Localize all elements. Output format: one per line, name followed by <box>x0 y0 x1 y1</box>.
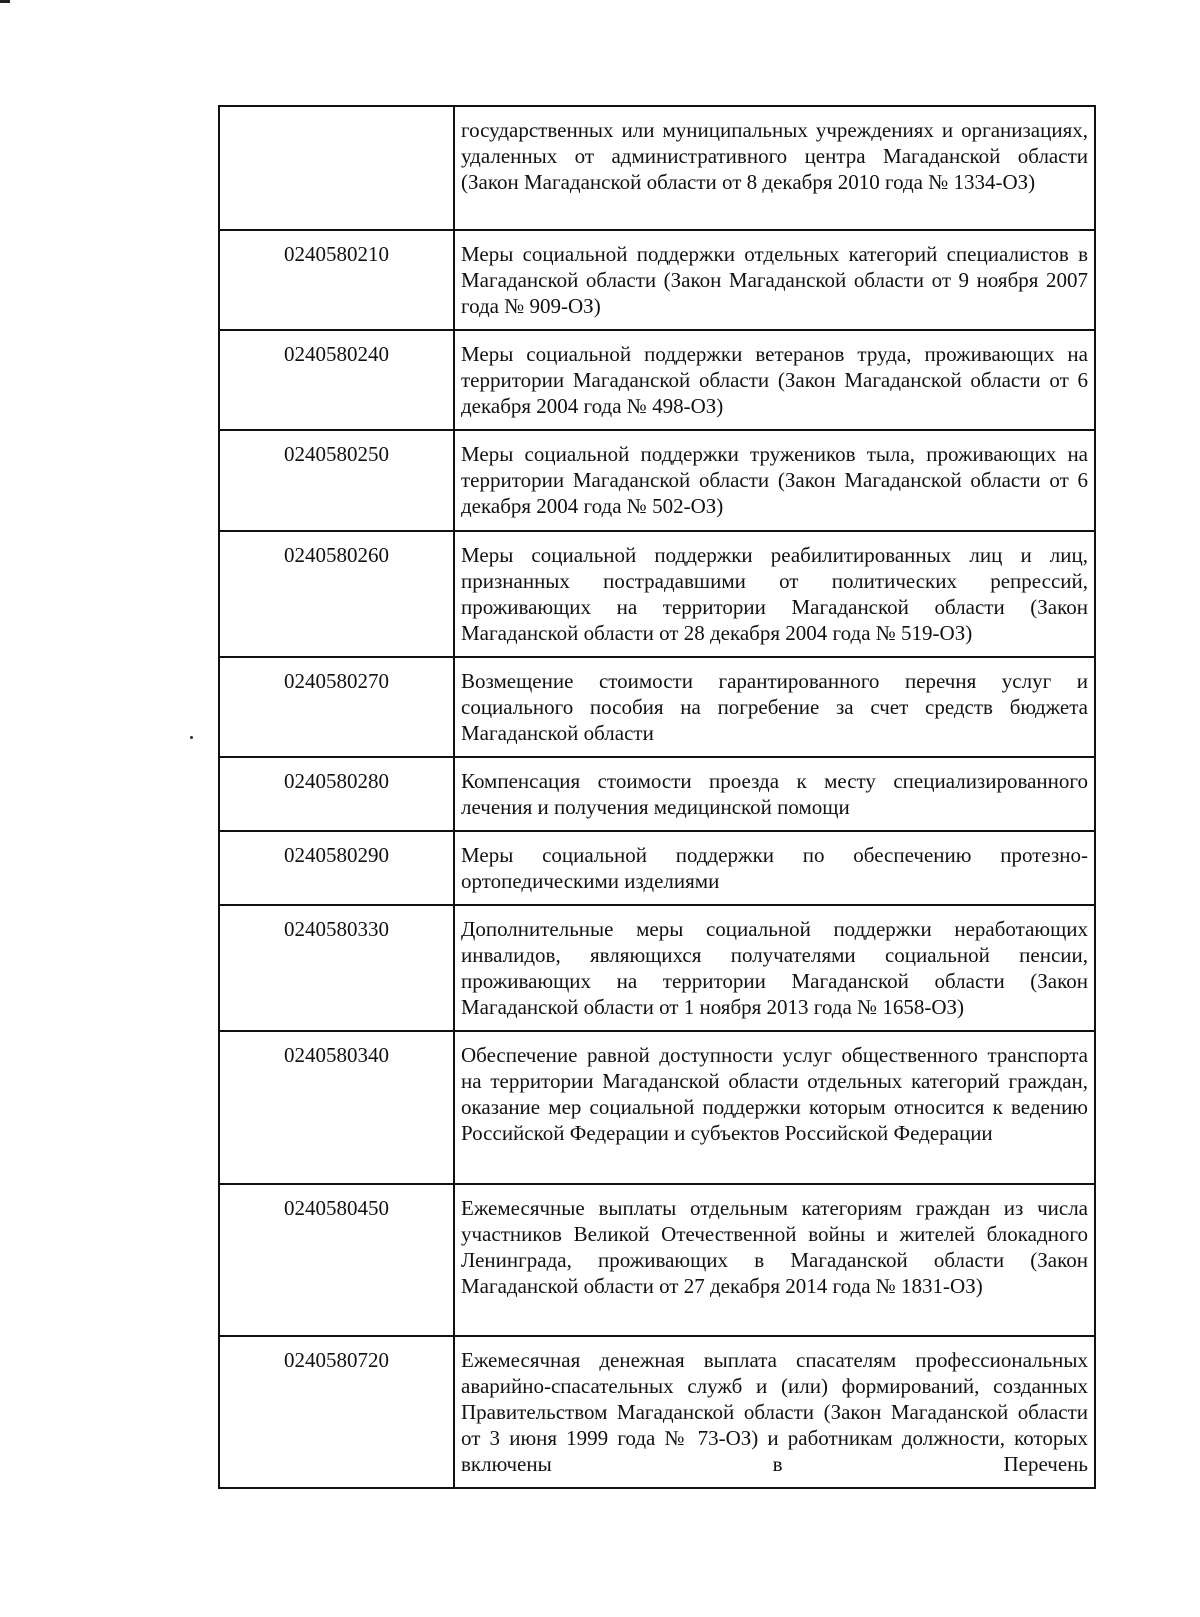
code-cell: 0240580260 <box>219 531 454 657</box>
description-cell <box>454 106 1095 230</box>
description-cell <box>454 1031 1095 1184</box>
code-cell: 0240580210 <box>219 230 454 330</box>
table-row <box>219 230 1095 330</box>
table-row <box>219 430 1095 531</box>
description-text: Ежемесячные выплаты отдельным категориям граждан из числа участников Великой Отечественной войны и жителей блокадного Ленинграда, проживающих в Магаданской области (Закон Магаданской области от 27 декабря 2014 года № 1831-ОЗ) <box>461 1196 1088 1298</box>
description-cell <box>454 330 1095 430</box>
description-cell <box>454 831 1095 905</box>
code-cell: 0240580720 <box>219 1336 454 1488</box>
description-cell <box>454 757 1095 831</box>
description-text: Меры социальной поддержки тружеников тыла, проживающих на территории Магаданской области (Закон Магаданской области от 6 декабря 2004 года № 502-ОЗ) <box>461 442 1088 518</box>
description-text: Ежемесячная денежная выплата спасателям профессиональных аварийно-спасательных служб и (или) формирований, созданных Правительством Магаданской области (Закон Магаданской области от 3 июня 1999 года № 73-ОЗ) и работникам должности, которых включены в Перечень <box>461 1348 1088 1476</box>
description-cell <box>454 531 1095 657</box>
description-text: государственных или муниципальных учреждениях и организациях, удаленных от административного центра Магаданской области (Закон Магаданской области от 8 декабря 2010 года № 1334-ОЗ) <box>461 118 1088 194</box>
code-cell <box>219 106 454 230</box>
code-cell: 0240580270 <box>219 657 454 757</box>
description-cell <box>454 905 1095 1031</box>
description-cell <box>454 657 1095 757</box>
description-cell <box>454 1184 1095 1336</box>
table-row <box>219 757 1095 831</box>
budget-codes-table <box>218 105 1096 1489</box>
description-text: Меры социальной поддержки реабилитированных лиц и лиц, признанных пострадавшими от политических репрессий, проживающих на территории Магаданской области (Закон Магаданской области от 28 декабря 2004 года № 519-ОЗ) <box>461 543 1088 645</box>
description-cell <box>454 1336 1095 1488</box>
code-cell: 0240580290 <box>219 831 454 905</box>
code-cell: 0240580240 <box>219 330 454 430</box>
scan-edge-mark <box>0 0 10 3</box>
description-text: Меры социальной поддержки по обеспечению протезно-ортопедическими изделиями <box>461 843 1088 893</box>
table-row <box>219 531 1095 657</box>
code-cell: 0240580250 <box>219 430 454 531</box>
table-row <box>219 831 1095 905</box>
description-text: Меры социальной поддержки отдельных категорий специалистов в Магаданской области (Закон Магаданской области от 9 ноября 2007 года № 909-ОЗ) <box>461 242 1088 318</box>
description-cell <box>454 430 1095 531</box>
table-row <box>219 106 1095 230</box>
code-cell: 0240580340 <box>219 1031 454 1184</box>
table-row <box>219 1031 1095 1184</box>
scan-speck <box>190 736 193 739</box>
table-row <box>219 1184 1095 1336</box>
code-cell: 0240580330 <box>219 905 454 1031</box>
table-row <box>219 330 1095 430</box>
table-row <box>219 1336 1095 1488</box>
description-text: Дополнительные меры социальной поддержки неработающих инвалидов, являющихся получателями социальной пенсии, проживающих на территории Магаданской области (Закон Магаданской области от 1 ноября 2013 года № 1658-ОЗ) <box>461 917 1088 1019</box>
description-text: Обеспечение равной доступности услуг общественного транспорта на территории Магаданской области отдельных категорий граждан, оказание мер социальной поддержки которым относится к ведению Российской Федерации и субъектов Российской Федерации <box>461 1043 1088 1145</box>
code-cell: 0240580280 <box>219 757 454 831</box>
description-text: Меры социальной поддержки ветеранов труда, проживающих на территории Магаданской области (Закон Магаданской области от 6 декабря 2004 года № 498-ОЗ) <box>461 342 1088 418</box>
description-text: Компенсация стоимости проезда к месту специализированного лечения и получения медицинской помощи <box>461 769 1088 819</box>
description-cell <box>454 230 1095 330</box>
table-row <box>219 657 1095 757</box>
code-cell: 0240580450 <box>219 1184 454 1336</box>
table-row <box>219 905 1095 1031</box>
description-text: Возмещение стоимости гарантированного перечня услуг и социального пособия на погребение за счет средств бюджета Магаданской области <box>461 669 1088 745</box>
